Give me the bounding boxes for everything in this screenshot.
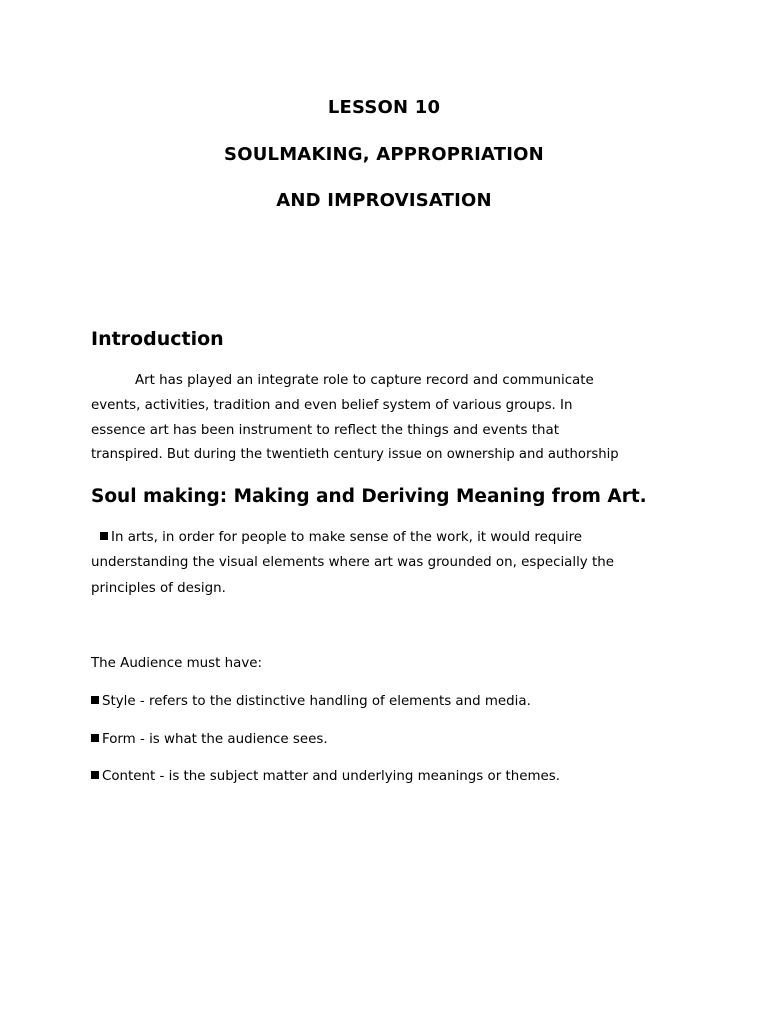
section-line-1	[100, 530, 582, 545]
bullet-icon	[91, 771, 99, 779]
audience-item-style-text: Style - refers to the distinctive handling of elements and media.	[102, 694, 531, 709]
section-line-1-text: In arts, in order for people to make sense of the work, it would require	[111, 530, 583, 545]
bullet-icon	[91, 734, 99, 742]
section-line-2: understanding the visual elements where art was grounded on, especially the	[91, 555, 614, 570]
audience-item-form-text: Form - is what the audience sees.	[102, 732, 328, 747]
audience-label: The Audience must have:	[91, 656, 262, 671]
bullet-icon	[100, 532, 108, 540]
section-heading: Soul making: Making and Deriving Meaning from Art.	[91, 486, 647, 507]
bullet-icon	[91, 696, 99, 704]
audience-item-content	[91, 769, 560, 784]
intro-line-4: transpired. But during the twentieth century issue on ownership and authorship	[91, 447, 619, 462]
intro-heading: Introduction	[91, 328, 224, 350]
intro-line-2: events, activities, tradition and even belief system of various groups. In	[91, 398, 573, 413]
intro-line-1: Art has played an integrate role to capture record and communicate	[135, 373, 594, 388]
audience-item-style	[91, 694, 531, 709]
audience-item-content-text: Content - is the subject matter and underlying meanings or themes.	[102, 769, 560, 784]
intro-line-3: essence art has been instrument to reflect the things and events that	[91, 423, 559, 438]
title-line-1: SOULMAKING, APPROPRIATION	[224, 144, 544, 165]
audience-item-form	[91, 732, 328, 747]
title-line-2: AND IMPROVISATION	[276, 190, 492, 211]
section-line-3: principles of design.	[91, 581, 226, 596]
lesson-label: LESSON 10	[327, 97, 441, 118]
